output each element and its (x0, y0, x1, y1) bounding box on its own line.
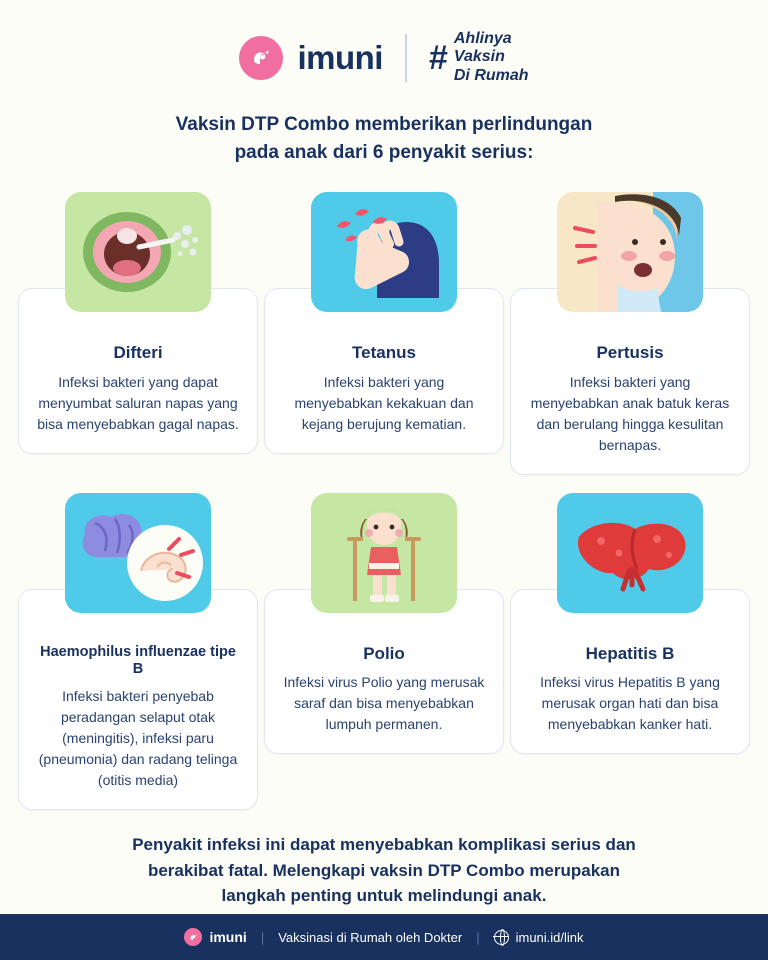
footer-brand (184, 928, 246, 946)
disease-cell (18, 493, 258, 811)
disease-description: Infeksi bakteri penyebab peradangan selaput otak (meningitis), infeksi paru (pneumonia) dan radang telinga (otitis media) (38, 688, 238, 789)
disease-grid (0, 192, 768, 810)
hashtag-symbol: # (428, 38, 448, 77)
note-line-2: berakibat fatal. Melengkapi vaksin DTP Combo merupakan (147, 860, 621, 880)
tagline-lockup (429, 30, 529, 85)
intro-line-2: pada anak dari 6 penyakit serius: (234, 141, 534, 163)
footer-bar (0, 914, 768, 960)
disease-description: Infeksi virus Hepatitis B yang merusak organ hati dan bisa menyebabkan kanker hati. (540, 674, 720, 733)
footer-website-text: imuni.id/link (515, 929, 584, 945)
coughing-child-illustration (557, 192, 703, 312)
child-with-crutches-illustration (311, 493, 457, 613)
globe-icon (494, 930, 509, 945)
brand-name: imuni (297, 38, 383, 76)
footer-separator-2: | (476, 929, 480, 945)
closing-note (0, 832, 768, 909)
disease-title: Hepatitis B (585, 643, 675, 663)
disease-title: Tetanus (352, 343, 416, 363)
intro-heading (0, 111, 768, 166)
bird-logo-icon (239, 36, 283, 80)
disease-title: Haemophilus influenzae tipe B (40, 643, 236, 678)
tagline-text (454, 30, 529, 85)
disease-cell (510, 192, 750, 474)
tagline-line-1: Ahlinya (453, 30, 512, 47)
tagline-line-2: Vaksin (453, 48, 505, 66)
note-line-1: Penyakit infeksi ini dapat menyebabkan komplikasi serius dan (132, 835, 636, 855)
disease-description: Infeksi bakteri yang dapat menyumbat saluran napas yang bisa menyebabkan gagal napas. (37, 373, 239, 432)
footer-tagline: Vaksinasi di Rumah oleh Dokter (278, 929, 463, 945)
disease-card (510, 288, 750, 474)
disease-card (264, 589, 504, 754)
header (0, 0, 768, 85)
disease-description: Infeksi bakteri yang menyebabkan kekakuan dan kejang berujung kematian. (294, 373, 474, 432)
liver-illustration (557, 493, 703, 613)
disease-card (18, 589, 258, 811)
disease-title: Polio (363, 643, 405, 663)
tagline-line-3: Di Rumah (453, 66, 529, 84)
header-divider (405, 34, 407, 82)
note-line-3: langkah penting untuk melindungi anak. (221, 886, 547, 906)
disease-cell (510, 493, 750, 811)
disease-description: Infeksi virus Polio yang merusak saraf dan bisa menyebabkan lumpuh permanen. (283, 674, 485, 733)
footer-brand-name: imuni (209, 929, 247, 945)
footer-website-link[interactable] (494, 930, 584, 945)
disease-title: Pertusis (596, 343, 664, 363)
disease-description: Infeksi bakteri yang menyebabkan anak batuk keras dan berulang hingga kesulitan bernapas. (530, 373, 730, 453)
footer-bird-logo-icon (184, 928, 202, 946)
brand-lockup (239, 36, 383, 80)
disease-card (510, 589, 750, 754)
disease-cell (264, 192, 504, 474)
throat-infection-illustration (65, 192, 211, 312)
disease-title: Difteri (113, 343, 163, 363)
disease-cell (264, 493, 504, 811)
stiff-hand-illustration (311, 192, 457, 312)
brain-and-ear-illustration (65, 493, 211, 613)
disease-card (18, 288, 258, 453)
footer-separator-1: | (260, 929, 265, 945)
disease-card (264, 288, 504, 453)
intro-line-1: Vaksin DTP Combo memberikan perlindungan (175, 114, 593, 136)
disease-cell (18, 192, 258, 474)
